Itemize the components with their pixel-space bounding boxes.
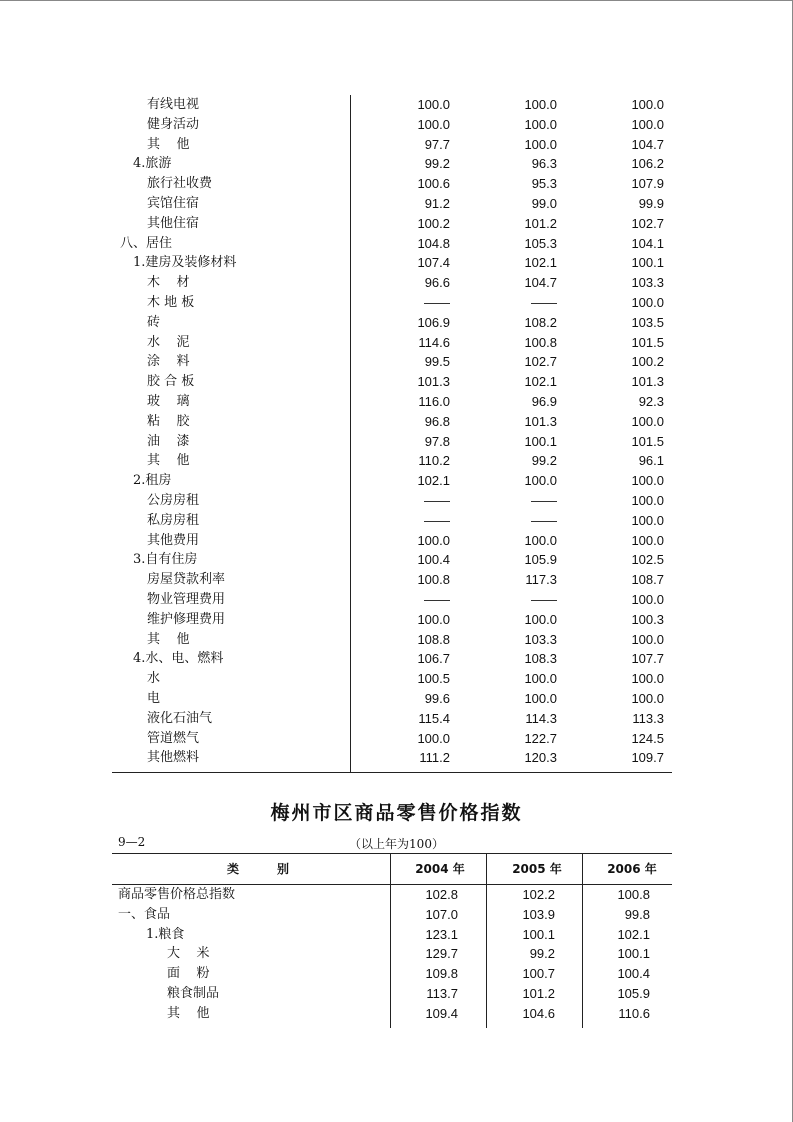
table-row	[112, 531, 672, 551]
row-label: 液化石油气	[147, 710, 213, 726]
table-row	[112, 511, 672, 531]
row-label: 商品零售价格总指数	[118, 887, 236, 902]
value-cell: 102.7	[524, 354, 557, 370]
value-cell: 101.3	[417, 374, 450, 390]
value-cell: 113.3	[632, 710, 664, 726]
table-row	[112, 234, 672, 254]
table-row	[112, 392, 672, 412]
table-row	[112, 550, 672, 570]
value-cell: 100.8	[617, 887, 650, 902]
value-cell: 115.4	[418, 710, 450, 726]
table-row	[112, 669, 672, 689]
value-cell: 100.4	[417, 552, 450, 568]
value-cell: 101.5	[631, 334, 664, 350]
table-row	[112, 905, 672, 925]
value-cell: 100.0	[631, 671, 664, 687]
value-cell: 100.0	[631, 532, 664, 548]
value-cell: 102.8	[425, 887, 458, 902]
value-cell: 106.9	[417, 314, 450, 330]
column-divider	[582, 853, 583, 1028]
value-cell: 100.0	[524, 97, 557, 112]
value-cell: 108.7	[631, 572, 664, 588]
table-row	[112, 1004, 672, 1024]
value-cell: 105.9	[524, 552, 557, 568]
value-cell: 114.3	[525, 710, 557, 726]
value-cell: 110.6	[618, 1005, 650, 1021]
table-body	[112, 885, 672, 1024]
row-label: 水	[147, 671, 161, 687]
value-cell: 100.0	[631, 512, 664, 528]
value-cell: 108.3	[524, 651, 557, 667]
table-row	[112, 984, 672, 1004]
table-row	[112, 174, 672, 194]
value-cell: 105.3	[524, 235, 557, 251]
value-cell: 96.1	[638, 453, 664, 469]
value-cell: ——	[531, 492, 557, 508]
value-cell: 109.8	[425, 966, 458, 982]
value-cell: 100.8	[524, 334, 557, 350]
value-cell: 104.7	[524, 275, 557, 291]
value-cell: 92.3	[638, 393, 664, 409]
value-cell: 96.8	[424, 413, 450, 429]
value-cell: 102.1	[524, 255, 557, 271]
value-cell: 99.2	[424, 156, 450, 172]
row-label: 3.自有住房	[133, 552, 198, 568]
value-cell: 96.6	[424, 275, 450, 291]
value-cell: 102.5	[631, 552, 664, 568]
table-number: 9—2	[118, 835, 146, 849]
value-cell: 100.8	[417, 572, 450, 588]
value-cell: 100.2	[417, 215, 450, 231]
value-cell: 124.5	[631, 730, 664, 746]
table-row	[112, 352, 672, 372]
section-title: 梅州市区商品零售价格指数	[270, 802, 523, 824]
value-cell: 100.0	[417, 730, 450, 746]
value-cell: 123.1	[425, 926, 458, 942]
table-row	[112, 412, 672, 432]
value-cell: 99.8	[624, 906, 650, 922]
row-label: 木 材	[147, 275, 190, 291]
row-label: 维护修理费用	[147, 611, 226, 627]
value-cell: 113.7	[426, 985, 458, 1001]
table-row	[112, 451, 672, 471]
retail-price-index-table	[112, 853, 672, 1024]
value-cell: 104.6	[522, 1005, 555, 1021]
value-cell: 101.3	[524, 413, 557, 429]
table-row	[112, 333, 672, 353]
value-cell: 100.0	[524, 611, 557, 627]
row-label: 其 他	[167, 1005, 210, 1021]
value-cell: 100.2	[631, 354, 664, 370]
row-label: 粘 胶	[147, 413, 190, 429]
value-cell: 111.2	[419, 750, 450, 766]
value-cell: 100.0	[631, 690, 664, 706]
table-row	[112, 709, 672, 729]
table-row	[112, 885, 672, 905]
row-label: 砖	[147, 314, 161, 330]
value-cell: 107.9	[631, 176, 664, 192]
row-label: 物业管理费用	[147, 591, 226, 607]
value-cell: 100.0	[631, 116, 664, 132]
table-row	[112, 590, 672, 610]
row-label: 其他住宿	[147, 215, 200, 231]
header-year-2005: 2005 年	[512, 862, 562, 876]
value-cell: 100.0	[524, 473, 557, 489]
value-cell: 100.4	[617, 966, 650, 982]
value-cell: 97.8	[424, 433, 450, 449]
row-label: 胶 合 板	[147, 374, 195, 390]
value-cell: 109.7	[631, 750, 664, 766]
value-cell: 102.1	[524, 374, 557, 390]
value-cell: 101.5	[631, 433, 664, 449]
value-cell: 100.1	[524, 433, 557, 449]
value-cell: 100.3	[631, 611, 664, 627]
value-cell: 108.2	[524, 314, 557, 330]
row-label: 私房房租	[147, 512, 200, 528]
value-cell: 100.0	[417, 116, 450, 132]
value-cell: 102.1	[617, 926, 650, 942]
value-cell: 104.1	[631, 235, 664, 251]
table-row	[112, 491, 672, 511]
value-cell: 91.2	[424, 195, 450, 211]
header-category-b: 别	[277, 862, 290, 876]
row-label: 房屋贷款利率	[147, 572, 226, 588]
value-cell: 108.8	[417, 631, 450, 647]
table-row	[112, 689, 672, 709]
column-divider	[486, 853, 487, 1028]
value-cell: ——	[424, 294, 450, 310]
value-cell: 100.0	[631, 473, 664, 489]
table-row	[112, 95, 672, 115]
value-cell: 100.0	[631, 591, 664, 607]
value-cell: 129.7	[425, 946, 458, 962]
value-cell: 100.0	[417, 611, 450, 627]
table-row	[112, 610, 672, 630]
table-row	[112, 135, 672, 155]
column-divider	[350, 95, 351, 772]
value-cell: 97.7	[424, 136, 450, 152]
table-row	[112, 372, 672, 392]
table-bottom-rule	[112, 772, 672, 773]
table-row	[112, 649, 672, 669]
table-row	[112, 925, 672, 945]
row-label: 有线电视	[147, 97, 200, 112]
row-label: 玻 璃	[147, 393, 190, 409]
value-cell: 100.0	[524, 671, 557, 687]
value-cell: 99.5	[424, 354, 450, 370]
value-cell: ——	[531, 512, 557, 528]
value-cell: 100.0	[631, 97, 664, 112]
table-row	[112, 944, 672, 964]
value-cell: 103.3	[524, 631, 557, 647]
value-cell: 106.2	[631, 156, 664, 172]
table-row	[112, 471, 672, 491]
value-cell: 104.8	[417, 235, 450, 251]
value-cell: 101.3	[631, 374, 664, 390]
row-label: 其 他	[147, 453, 190, 469]
value-cell: 102.2	[522, 887, 555, 902]
value-cell: 96.3	[531, 156, 557, 172]
value-cell: 100.0	[417, 97, 450, 112]
row-label: 旅行社收费	[147, 176, 213, 192]
table-row	[112, 293, 672, 313]
table-row	[112, 273, 672, 293]
value-cell: 99.9	[638, 195, 664, 211]
value-cell: 117.3	[525, 572, 557, 588]
value-cell: 107.4	[417, 255, 450, 271]
value-cell: 100.1	[617, 946, 650, 962]
row-label: 电	[147, 690, 161, 706]
table-row	[112, 115, 672, 135]
value-cell: 100.0	[417, 532, 450, 548]
row-label: 公房房租	[147, 492, 200, 508]
row-label: 宾馆住宿	[147, 195, 200, 211]
row-label: 其他燃料	[147, 750, 200, 766]
row-label: 管道燃气	[147, 730, 200, 746]
table-row	[112, 964, 672, 984]
value-cell: 95.3	[531, 176, 557, 192]
header-year-2004: 2004 年	[415, 862, 465, 876]
value-cell: 102.7	[631, 215, 664, 231]
value-cell: 104.7	[631, 136, 664, 152]
value-cell: ——	[424, 591, 450, 607]
value-cell: ——	[531, 294, 557, 310]
table-row	[112, 194, 672, 214]
value-cell: 103.3	[631, 275, 664, 291]
value-cell: 122.7	[524, 730, 557, 746]
value-cell: 103.9	[522, 906, 555, 922]
value-cell: ——	[531, 591, 557, 607]
value-cell: ——	[424, 512, 450, 528]
table-header	[112, 853, 672, 885]
value-cell: ——	[424, 492, 450, 508]
value-cell: 120.3	[524, 750, 557, 766]
table-row	[112, 748, 672, 768]
row-label: 油 漆	[147, 433, 190, 449]
value-cell: 105.9	[617, 985, 650, 1001]
row-label: 木 地 板	[147, 294, 195, 310]
value-cell: 99.2	[529, 946, 555, 962]
value-cell: 101.2	[524, 215, 557, 231]
value-cell: 100.0	[524, 532, 557, 548]
value-cell: 100.0	[524, 116, 557, 132]
value-cell: 100.0	[631, 294, 664, 310]
value-cell: 99.2	[531, 453, 557, 469]
row-label: 4.旅游	[133, 156, 172, 172]
value-cell: 107.7	[631, 651, 664, 667]
value-cell: 101.2	[522, 985, 555, 1001]
row-label: 面 粉	[167, 966, 210, 982]
value-cell: 100.7	[522, 966, 555, 982]
row-label: 4.水、电、燃料	[133, 651, 224, 667]
value-cell: 99.6	[424, 690, 450, 706]
table-row	[112, 630, 672, 650]
row-label: 粮食制品	[167, 985, 220, 1001]
value-cell: 96.9	[531, 393, 557, 409]
value-cell: 114.6	[418, 334, 450, 350]
value-cell: 100.5	[417, 671, 450, 687]
row-label: 健身活动	[147, 116, 200, 132]
table-row	[112, 432, 672, 452]
value-cell: 102.1	[417, 473, 450, 489]
value-cell: 100.0	[524, 136, 557, 152]
row-label: 2.租房	[133, 473, 172, 489]
value-cell: 100.6	[417, 176, 450, 192]
value-cell: 110.2	[418, 453, 450, 469]
value-cell: 100.1	[631, 255, 664, 271]
table-row	[112, 214, 672, 234]
row-label: 其 他	[147, 631, 190, 647]
row-label: 大 米	[167, 946, 210, 962]
header-category-a: 类	[227, 862, 240, 876]
row-label: 八、居住	[120, 235, 173, 251]
value-cell: 109.4	[425, 1005, 458, 1021]
header-year-2006: 2006 年	[607, 862, 657, 876]
table-row	[112, 154, 672, 174]
table-row	[112, 570, 672, 590]
residence-price-index-table	[112, 95, 672, 768]
value-cell: 100.0	[631, 631, 664, 647]
row-label: 一、食品	[118, 906, 171, 922]
row-label: 水 泥	[147, 334, 190, 350]
value-cell: 103.5	[631, 314, 664, 330]
value-cell: 100.0	[524, 690, 557, 706]
column-divider	[390, 853, 391, 1028]
table-row	[112, 313, 672, 333]
value-cell: 100.0	[631, 492, 664, 508]
table-row	[112, 729, 672, 749]
row-label: 1.粮食	[146, 926, 185, 942]
value-cell: 100.0	[631, 413, 664, 429]
value-cell: 100.1	[522, 926, 555, 942]
base-year-note: （以上年为100）	[349, 837, 444, 851]
value-cell: 107.0	[425, 906, 458, 922]
row-label: 1.建房及装修材料	[133, 255, 237, 271]
table-row	[112, 253, 672, 273]
value-cell: 106.7	[417, 651, 450, 667]
value-cell: 99.0	[531, 195, 557, 211]
value-cell: 116.0	[418, 393, 450, 409]
row-label: 其 他	[147, 136, 190, 152]
row-label: 涂 料	[147, 354, 190, 370]
row-label: 其他费用	[147, 532, 200, 548]
